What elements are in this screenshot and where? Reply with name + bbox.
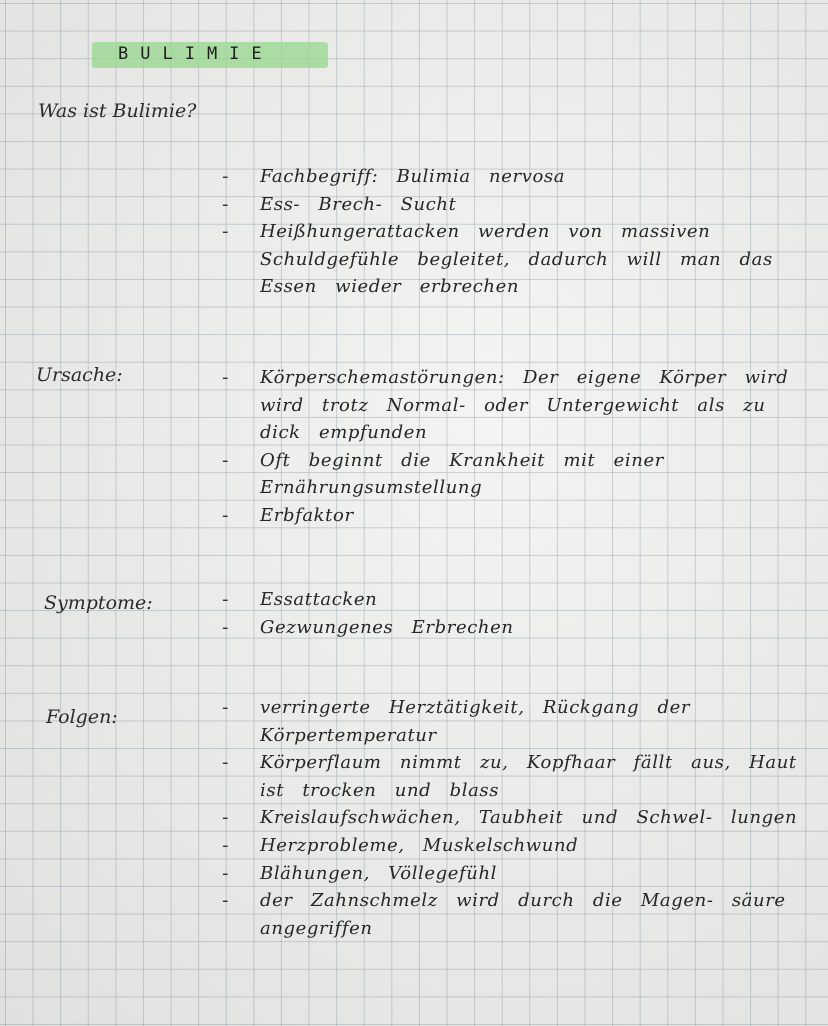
- list-item-text: Ess- Brech- Sucht: [260, 193, 457, 215]
- dash-bullet-icon: -: [222, 862, 230, 884]
- dash-bullet-icon: -: [222, 367, 230, 388]
- section-items-was-ist-bulimie: [220, 163, 800, 301]
- list-item: [220, 218, 800, 301]
- list-item: [220, 614, 800, 642]
- dash-bullet-icon: -: [222, 752, 230, 774]
- section-label-ursache: Ursache:: [36, 364, 123, 386]
- list-item: [220, 832, 800, 860]
- list-item: [220, 694, 800, 749]
- list-item-text: Oft beginnt die Krankheit mit einer Ernährungsumstellung: [260, 449, 664, 499]
- dash-bullet-icon: -: [222, 697, 230, 718]
- list-item-text: Erbfaktor: [260, 504, 354, 526]
- list-item: [220, 804, 800, 832]
- dash-bullet-icon: -: [222, 504, 230, 526]
- list-item-text: verringerte Herztätigkeit, Rückgang der Körpertemperatur: [260, 697, 691, 746]
- list-item-text: Körperflaum nimmt zu, Kopfhaar fällt aus, Haut ist trocken und blass: [260, 752, 797, 801]
- list-item: [220, 163, 800, 191]
- list-item: [220, 502, 800, 530]
- list-item-text: Gezwungenes Erbrechen: [260, 616, 514, 638]
- dash-bullet-icon: -: [222, 616, 230, 638]
- list-item: [220, 749, 800, 804]
- dash-bullet-icon: -: [222, 890, 230, 912]
- list-item: [220, 860, 800, 888]
- list-item: [220, 447, 800, 502]
- list-item-text: Körperschemastörungen: Der eigene Körper wird wird trotz Normal- oder Untergewicht als zu dick empfunden: [260, 367, 789, 444]
- list-item-text: Herzprobleme, Muskelschwund: [260, 834, 579, 856]
- list-item: [220, 586, 800, 614]
- list-item-text: Kreislaufschwächen, Taubheit und Schwel- lungen: [260, 807, 798, 829]
- list-item: [220, 887, 800, 942]
- page-title: BULIMIE: [118, 44, 274, 64]
- dash-bullet-icon: -: [222, 807, 230, 829]
- section-items-ursache: [220, 364, 800, 530]
- dash-bullet-icon: -: [222, 166, 230, 187]
- dash-bullet-icon: -: [222, 193, 230, 215]
- dash-bullet-icon: -: [222, 221, 230, 243]
- list-item-text: Heißhungerattacken werden von massiven Schuldgefühle begleitet, dadurch will man das Essen wieder erbrechen: [260, 221, 773, 298]
- dash-bullet-icon: -: [222, 449, 230, 471]
- list-item-text: Essattacken: [260, 589, 378, 610]
- list-item: [220, 191, 800, 219]
- dash-bullet-icon: -: [222, 834, 230, 856]
- section-label-folgen: Folgen:: [46, 706, 118, 728]
- dash-bullet-icon: -: [222, 589, 230, 610]
- list-item: [220, 364, 800, 447]
- section-items-folgen: [220, 694, 800, 942]
- list-item-text: Fachbegriff: Bulimia nervosa: [260, 166, 566, 187]
- section-label-was-ist-bulimie: Was ist Bulimie?: [38, 100, 197, 122]
- section-label-symptome: Symptome:: [44, 592, 153, 614]
- section-items-symptome: [220, 586, 800, 641]
- list-item-text: der Zahnschmelz wird durch die Magen- säure angegriffen: [260, 890, 786, 939]
- list-item-text: Blähungen, Völlegefühl: [260, 862, 498, 884]
